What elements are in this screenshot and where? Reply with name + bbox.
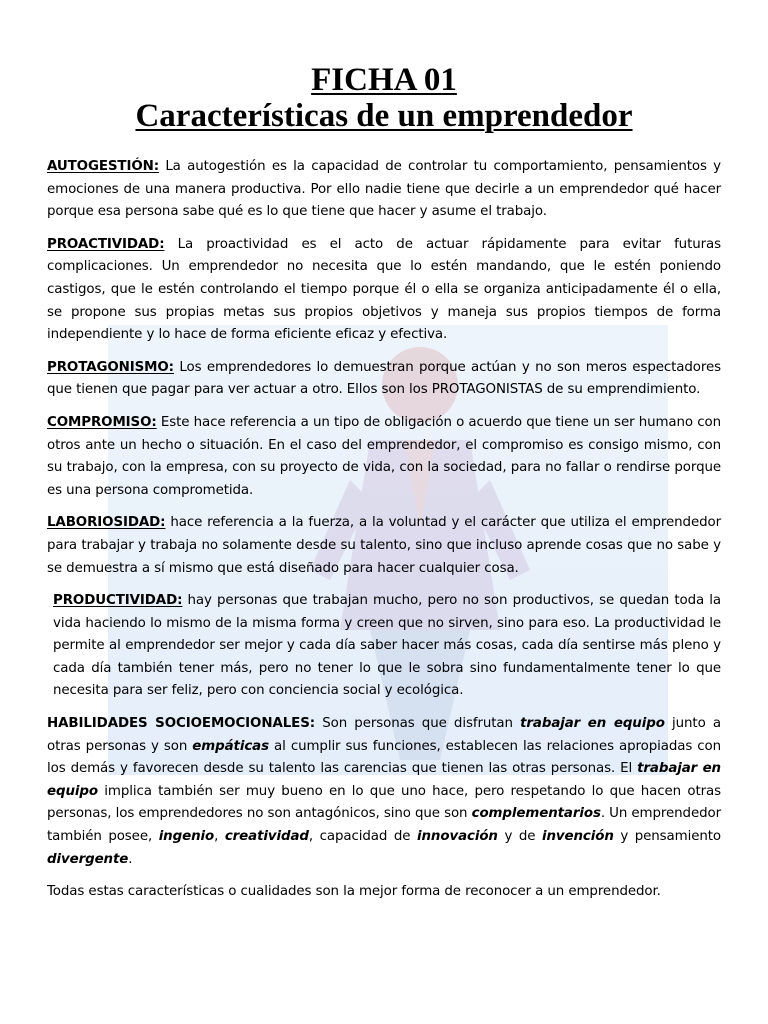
paragraph-text: Los emprendedores lo demuestran porque actúan y no son meros espectadores que tienen que pagar para ver actuar a otro. Ellos son los PROTAGONISTAS de su emprendimiento. bbox=[47, 359, 721, 398]
term-proactividad: PROACTIVIDAD: bbox=[47, 236, 165, 252]
term-compromiso: COMPROMISO: bbox=[47, 414, 157, 430]
text-segment: . bbox=[128, 851, 133, 867]
page-title: FICHA 01 bbox=[311, 62, 457, 98]
page-subtitle: Características de un emprendedor bbox=[135, 98, 633, 134]
text-segment: y pensamiento bbox=[613, 829, 721, 845]
text-segment: junto a otras personas y son bbox=[47, 716, 721, 754]
emphasis-trabajar-en-equipo: trabajar en equipo bbox=[520, 716, 665, 732]
term-laboriosidad: LABORIOSIDAD: bbox=[47, 515, 166, 531]
text-segment: implica también ser muy bueno en lo que uno hace, pero respetando lo que hacen otras personas, los emprendedores no son antagónicos, sino que son bbox=[47, 783, 721, 822]
paragraph-text: hay personas que trabajan mucho, pero no son productivos, se quedan toda la vida haciendo lo mismo de la misma forma y creen que no sirven, sino para eso. La productividad le permite al emprendedor ser mejor y cada día saber hacer más cosas, cada día sentirse más pleno y cada día también tener más, pero no tener lo que le sobra sino fundamentalmente tener lo que necesita para ser feliz, pero con conciencia social y ecológica. bbox=[53, 593, 721, 699]
text-segment: al cumplir sus funciones, establecen las relaciones apropiadas con los demás y favorecen desde su talento las carencias que tienen las otras personas. El bbox=[47, 738, 722, 777]
emphasis-ingenio: ingenio bbox=[158, 829, 215, 845]
emphasis-invencion: invención bbox=[541, 829, 614, 845]
emphasis-complementarios: complementarios bbox=[471, 806, 601, 822]
term-protagonismo: PROTAGONISMO: bbox=[47, 359, 174, 375]
text-segment: , capacidad de bbox=[308, 829, 417, 845]
paragraph-proactividad bbox=[47, 234, 721, 347]
paragraph-laboriosidad bbox=[47, 512, 721, 580]
text-segment: y de bbox=[497, 829, 542, 845]
paragraph-text: hace referencia a la fuerza, a la voluntad y el carácter que utiliza el emprendedor para trabajar y trabaja no solamente desde su talento, sino que incluso aprende cosas que no sabe y se demuestra a sí mismo que está diseñado para hacer cualquier cosa. bbox=[47, 515, 721, 576]
text-segment: . Un emprendedor también posee, bbox=[47, 806, 721, 845]
text-segment: Son personas que disfrutan bbox=[315, 716, 521, 732]
emphasis-innovacion: innovación bbox=[416, 829, 498, 845]
term-habilidades: HABILIDADES SOCIOEMOCIONALES: bbox=[47, 716, 315, 732]
emphasis-trabajar-en-equipo-2: trabajar en equipo bbox=[47, 761, 721, 799]
paragraph-productividad bbox=[47, 590, 721, 703]
paragraph-compromiso bbox=[47, 412, 721, 502]
paragraph-conclusion: Todas estas características o cualidades son la mejor forma de reconocer a un emprendedor. bbox=[47, 884, 661, 900]
term-autogestion: AUTOGESTIÓN: bbox=[47, 159, 159, 174]
emphasis-creatividad: creatividad bbox=[224, 829, 309, 845]
emphasis-divergente: divergente bbox=[47, 851, 129, 867]
paragraph-protagonismo bbox=[47, 357, 721, 402]
emphasis-empaticas: empáticas bbox=[192, 738, 269, 754]
paragraph-habilidades bbox=[47, 713, 721, 871]
paragraph-text: La proactividad es el acto de actuar rápidamente para evitar futuras complicaciones. Un emprendedor no necesita que lo estén mandando, que le estén poniendo castigos, que le estén controlando el tiempo porque él o ella se organiza anticipadamente él o ella, se propone sus propias metas sus propios objetivos y maneja sus propios tiempos de forma independiente y lo hace de forma eficiente eficaz y efectiva. bbox=[47, 236, 721, 343]
paragraph-text: La autogestión es la capacidad de controlar tu comportamiento, pensamientos y emociones de una manera productiva. Por ello nadie tiene que decirle a un emprendedor qué hacer porque esa persona sabe qué es lo que tiene que hacer y asume el trabajo. bbox=[47, 159, 721, 220]
paragraph-autogestion bbox=[47, 156, 721, 224]
paragraph-text: Este hace referencia a un tipo de obligación o acuerdo que tiene un ser humano con otros ante un hecho o situación. En el caso del emprendedor, el compromiso es consigo mismo, con su trabajo, con la empresa, con su proyecto de vida, con la sociedad, para no fallar o rendirse porque es una persona comprometida. bbox=[47, 414, 721, 498]
term-productividad: PRODUCTIVIDAD: bbox=[53, 593, 183, 609]
text-segment: , bbox=[214, 829, 225, 845]
